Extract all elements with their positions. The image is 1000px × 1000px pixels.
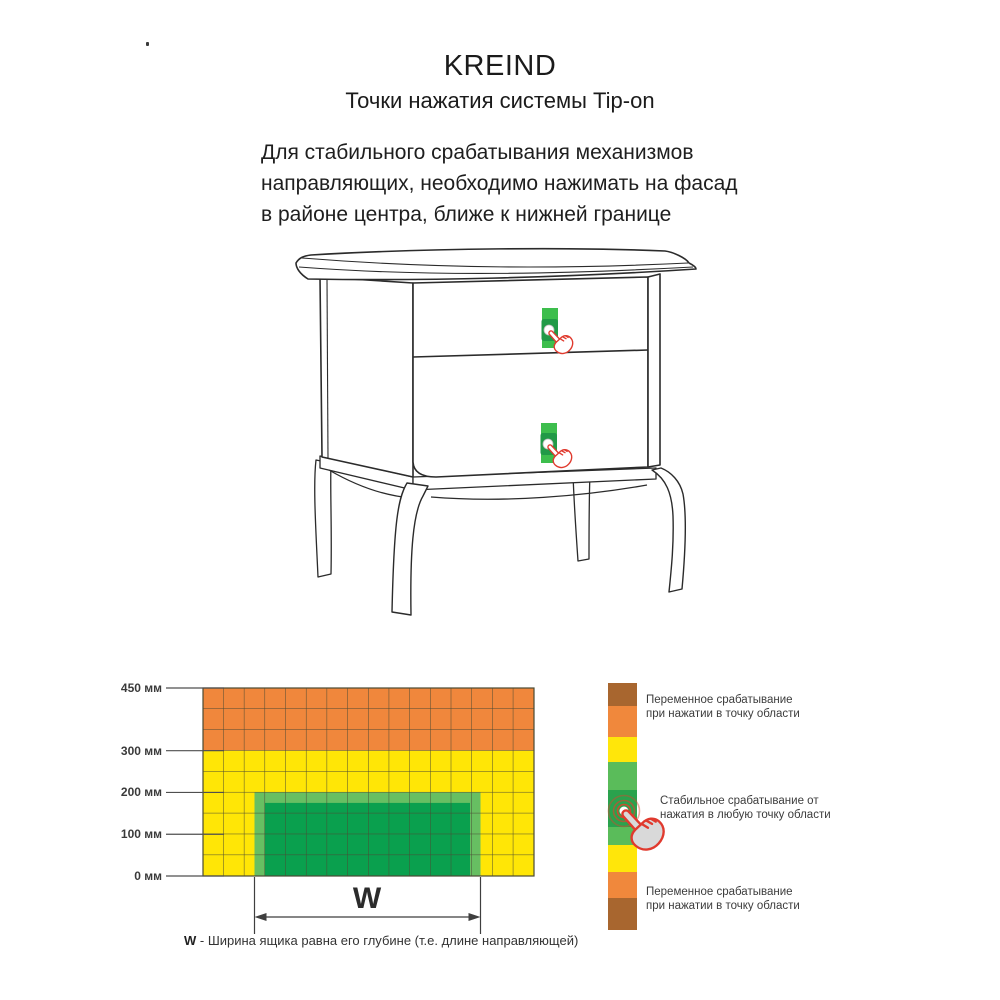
- nightstand-right-stile: [648, 274, 660, 467]
- legend-text-line: при нажатии в точку области: [646, 899, 800, 912]
- y-tick-300: 300 мм: [120, 743, 162, 758]
- caption-w: W: [184, 933, 197, 948]
- nightstand-front-legs: [392, 468, 685, 615]
- dimension-label: W: [352, 882, 382, 915]
- legend-text-line: при нажатии в точку области: [646, 707, 800, 720]
- nightstand-front-face: [413, 277, 648, 477]
- caption-text: - Ширина ящика равна его глубине (т.е. длине направляющей): [196, 933, 579, 948]
- legend-item-variable-bottom: [646, 886, 800, 913]
- stray-dot-mark: [146, 42, 149, 46]
- legend-text-line: Стабильное срабатывание от: [660, 795, 819, 807]
- nightstand-side-panel: [320, 277, 413, 477]
- intro-line: в районе центра, ближе к нижней границе: [261, 203, 672, 226]
- chart-grid: [203, 688, 534, 876]
- legend-text-line: Переменное срабатывание: [646, 886, 793, 898]
- y-tick-450: 450 мм: [120, 681, 162, 695]
- nightstand-drawing: [296, 249, 696, 615]
- legend-item-stable: [660, 795, 831, 822]
- y-tick-100: 100 мм: [120, 827, 162, 842]
- legend-item-variable-top: [646, 694, 800, 721]
- intro-paragraph: [261, 137, 738, 230]
- page-subtitle: Точки нажатия системы Tip-on: [345, 88, 655, 113]
- y-tick-0: 0 мм: [134, 869, 162, 883]
- legend-text-line: нажатия в любую точку области: [660, 808, 831, 821]
- nightstand-top-lid: [296, 249, 696, 280]
- brand-title: KREIND: [443, 50, 557, 82]
- chart-caption: [184, 933, 578, 948]
- intro-line: направляющих, необходимо нажимать на фасад: [261, 172, 738, 195]
- y-tick-200: 200 мм: [120, 785, 162, 800]
- legend-text-line: Переменное срабатывание: [646, 694, 793, 706]
- intro-line: Для стабильного срабатывания механизмов: [261, 141, 694, 164]
